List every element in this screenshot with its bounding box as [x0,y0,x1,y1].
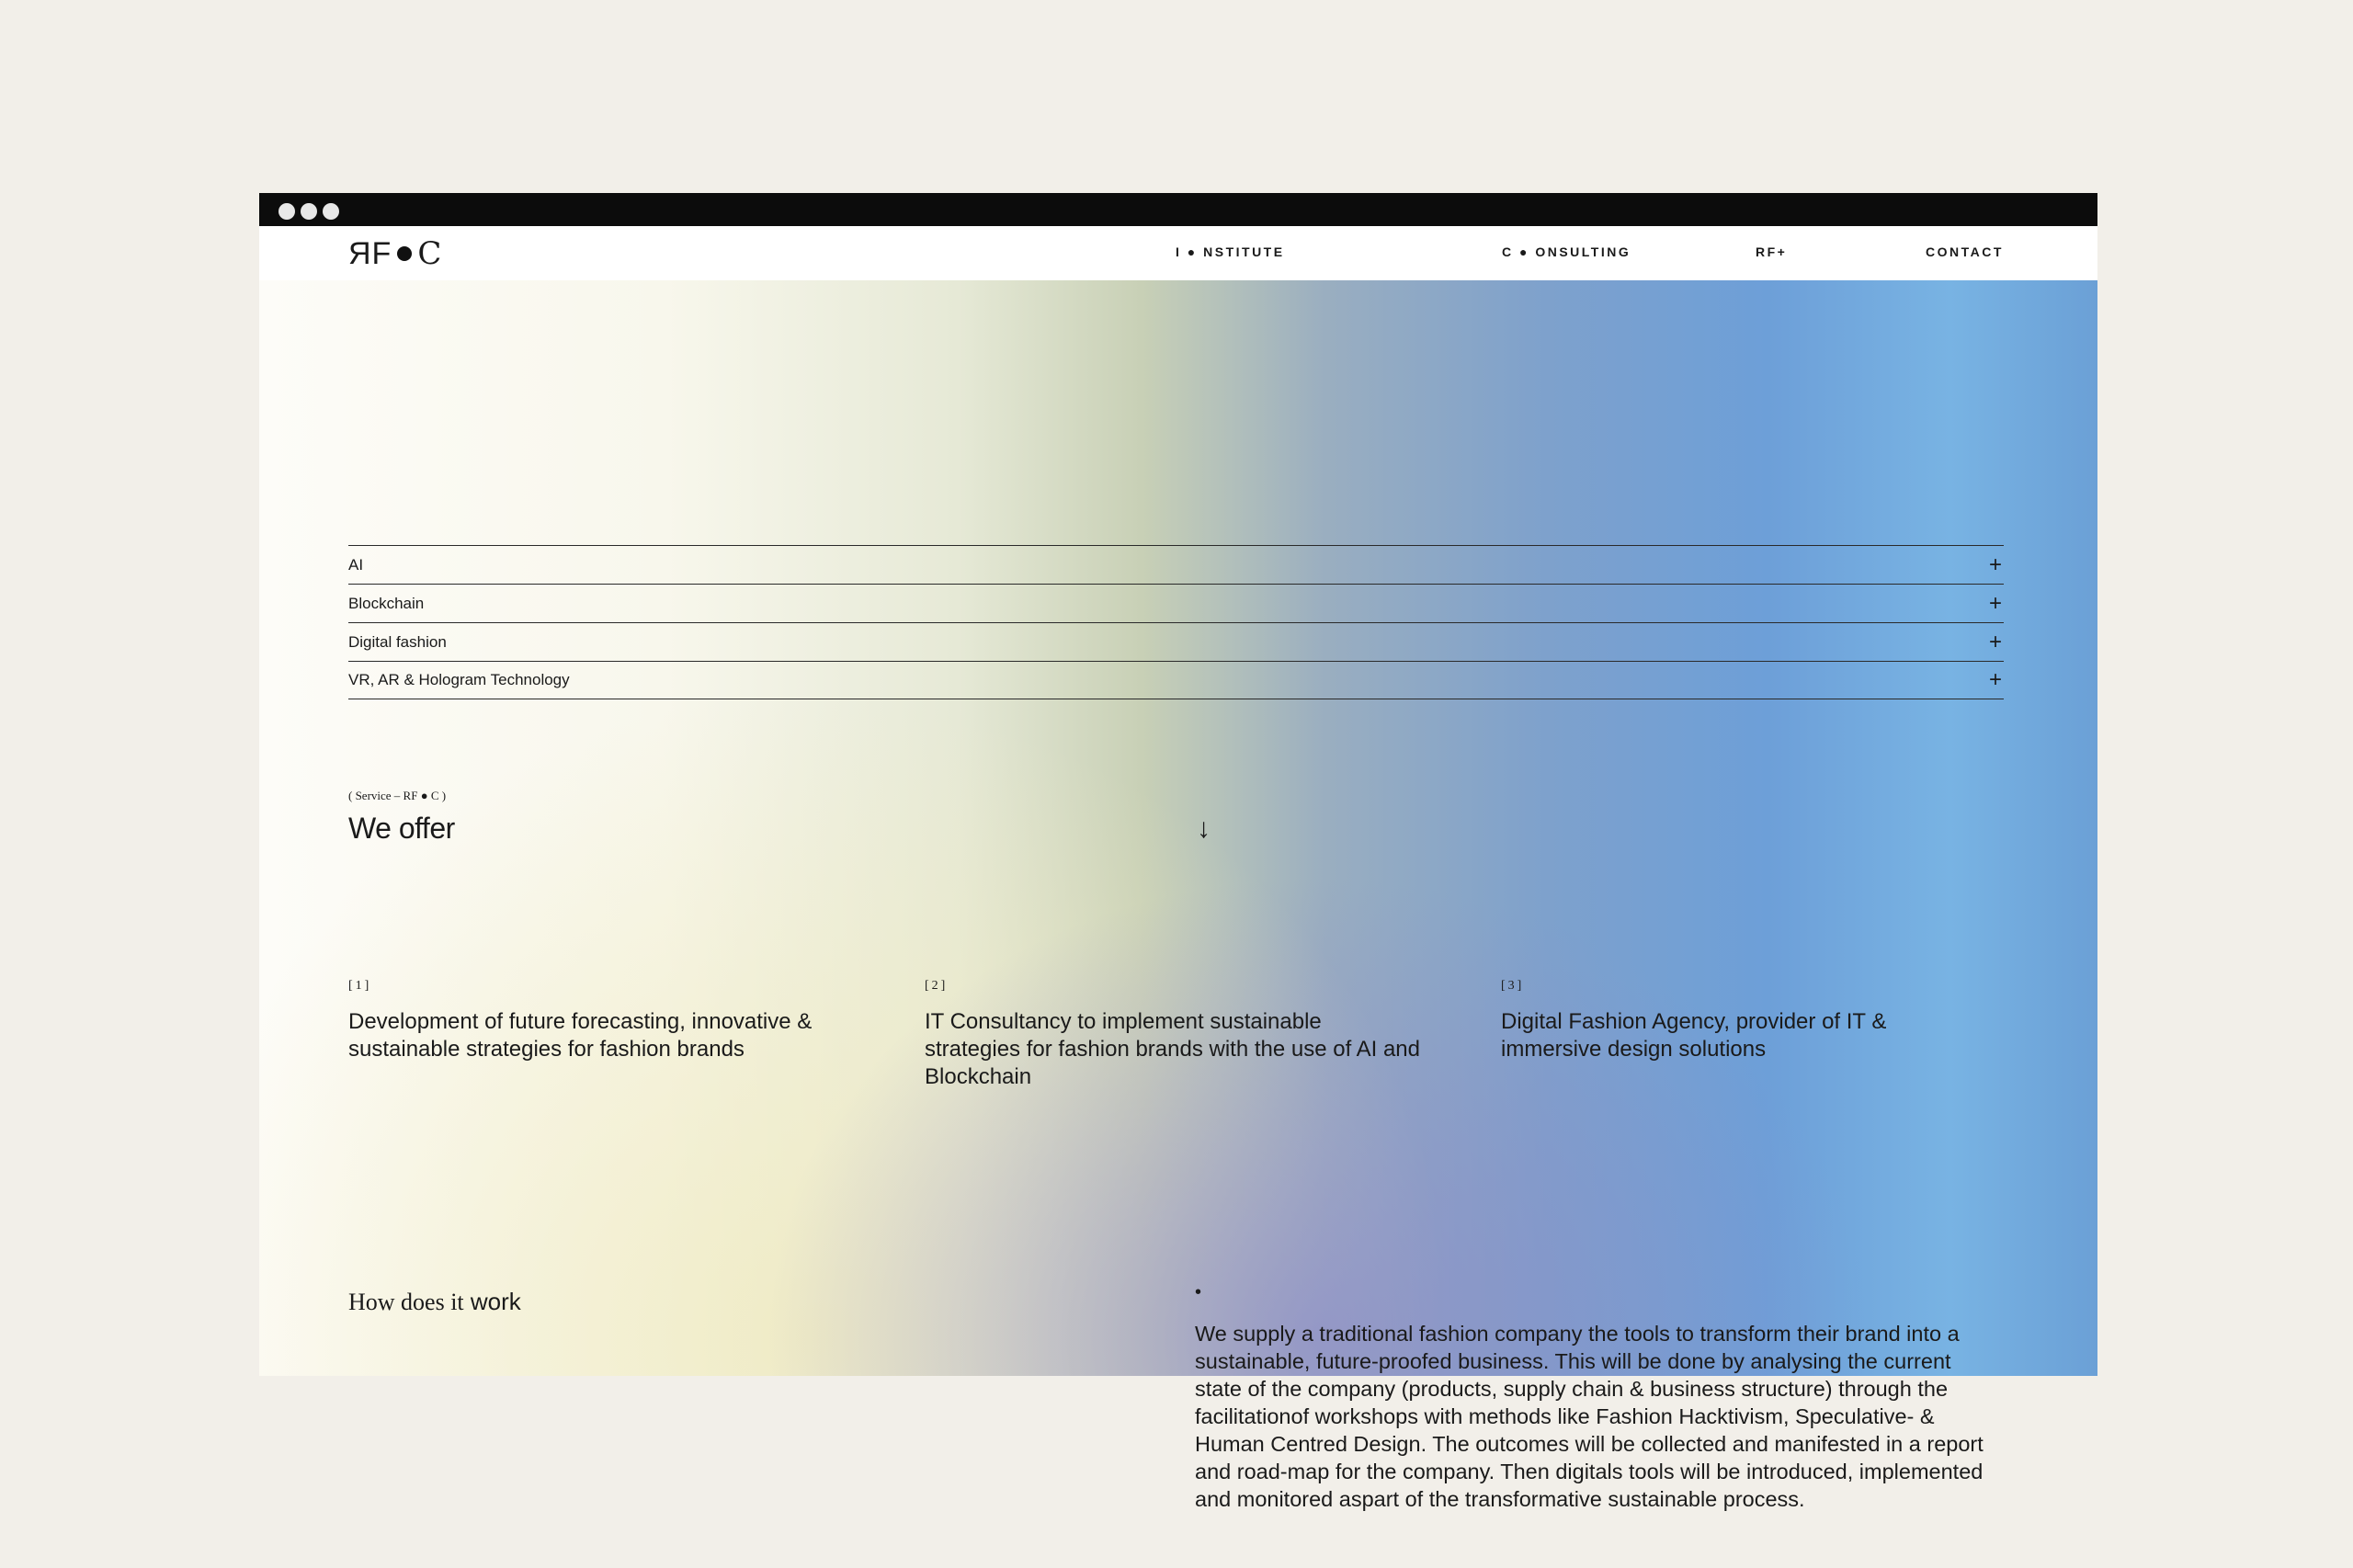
we-offer-heading: We offer [348,812,455,845]
window-dot-icon[interactable] [301,203,317,220]
top-nav [259,226,2097,280]
window-dot-icon[interactable] [323,203,339,220]
card-text: Development of future forecasting, innovative & sustainable strategies for fashion brands [348,1009,813,1062]
card-number: [1] [348,979,372,993]
service-card [1501,979,1942,1063]
how-paragraph: We supply a traditional fashion company the tools to transform their brand into a sustainable, future-proofed business. This will be done by analysing the current state of the company (products, supply chain & business structure) through the facilitationof workshops with methods like Fashion Hacktivism, Speculative- & Human Centred Design. The outcomes will be collected and manifested in a report and road-map for the company. Then digitals tools will be introduced, implemented and monitored aspart of the transformative sustainable process. [1195,1322,1984,1511]
browser-window [259,193,2097,1511]
plus-icon[interactable]: + [1988,629,2002,654]
card-number: [2] [925,979,949,993]
accordion-item-blockchain[interactable] [348,584,2004,622]
accordion-item-digital-fashion[interactable] [348,622,2004,661]
logo-dot-icon [397,246,412,261]
window-dot-icon[interactable] [278,203,295,220]
main-content [259,280,2097,1511]
how-heading-serif: How does it [348,1289,464,1315]
plus-icon[interactable]: + [1988,667,2002,692]
accordion-label: AI [348,555,364,574]
accordion-label: VR, AR & Hologram Technology [348,671,570,688]
logo-c: C [417,235,443,272]
logo[interactable] [348,235,442,272]
accordion-item-vr-ar[interactable] [348,661,2004,699]
window-titlebar [259,193,2097,226]
how-heading-sans: work [470,1288,521,1315]
service-card [925,979,1421,1091]
arrow-down-icon[interactable]: ↓ [1197,813,1211,844]
logo-text: ЯF [348,235,392,271]
bullet-icon: • [1195,1282,1202,1302]
plus-icon[interactable]: + [1988,590,2002,616]
how-heading [348,1288,521,1316]
service-eyebrow: ( Service – RF ● C ) [348,789,447,802]
service-card [348,979,863,1063]
nav-contact[interactable]: CONTACT [1926,244,2004,259]
nav-institute[interactable]: I ● NSTITUTE [1176,244,1285,259]
card-text: IT Consultancy to implement sustainable strategies for fashion brands with the use of AI and Blockchain [925,1009,1420,1089]
accordion-label: Blockchain [348,594,425,612]
accordion-label: Digital fashion [348,632,447,651]
card-number: [3] [1501,979,1525,993]
card-text: Digital Fashion Agency, provider of IT & immersive design solutions [1501,1009,1887,1062]
nav-rf-plus[interactable]: RF+ [1756,244,1788,259]
accordion-item-ai[interactable] [348,545,2004,584]
plus-icon[interactable]: + [1988,551,2002,577]
nav-consulting[interactable]: C ● ONSULTING [1502,244,1631,259]
